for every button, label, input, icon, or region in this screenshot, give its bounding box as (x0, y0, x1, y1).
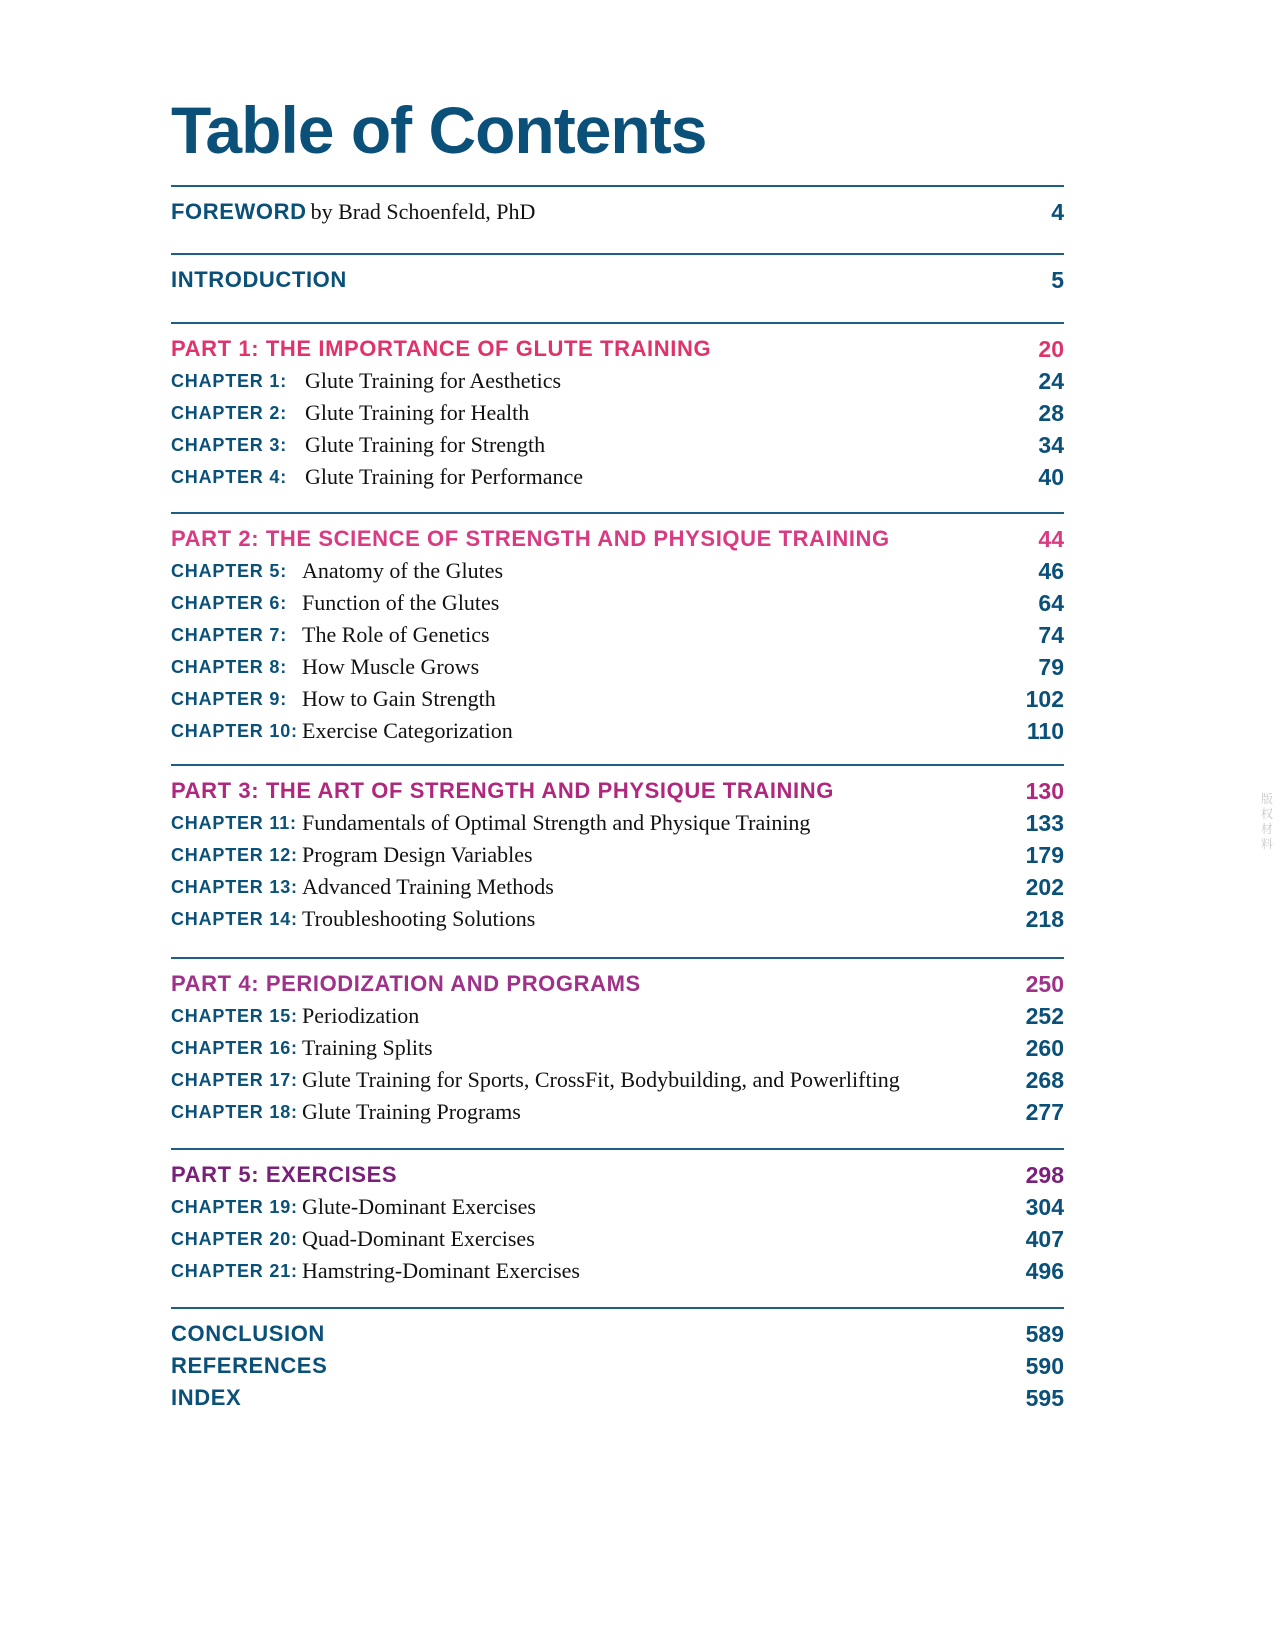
part-5-section (171, 1148, 1064, 1287)
toc-row-chapter[interactable] (171, 651, 1064, 683)
chapter-title: Anatomy of the Glutes (302, 558, 504, 583)
part-2-label: PART 2: THE SCIENCE OF STRENGTH AND PHYSIQUE TRAINING (171, 526, 890, 551)
chapter-title: Training Splits (302, 1035, 433, 1060)
toc-row-chapter[interactable] (171, 397, 1064, 429)
chapter-page: 79 (1038, 654, 1064, 680)
chapter-page: 102 (1025, 686, 1064, 712)
chapter-title: Exercise Categorization (302, 718, 513, 743)
toc-row-chapter[interactable] (171, 555, 1064, 587)
chapter-page: 260 (1025, 1035, 1064, 1061)
toc-row-chapter[interactable] (171, 619, 1064, 651)
chapter-title: Function of the Glutes (302, 590, 500, 615)
toc-row-chapter[interactable] (171, 1096, 1064, 1128)
toc-row-chapter[interactable] (171, 1223, 1064, 1255)
chapter-label: CHAPTER 11: (171, 813, 297, 833)
chapter-title: Program Design Variables (302, 842, 533, 867)
conclusion-page: 589 (1025, 1321, 1064, 1347)
chapter-title: Glute Training for Aesthetics (305, 368, 562, 393)
chapter-label: CHAPTER 6: (171, 593, 288, 613)
foreword-label: FOREWORD (171, 199, 307, 224)
introduction-section (171, 253, 1064, 296)
chapter-page: 496 (1025, 1258, 1064, 1284)
chapter-page: 40 (1038, 464, 1064, 490)
chapter-title: Troubleshooting Solutions (302, 906, 536, 931)
chapter-label: CHAPTER 4: (171, 467, 288, 487)
toc-row-chapter[interactable] (171, 1032, 1064, 1064)
chapter-page: 277 (1025, 1099, 1064, 1125)
part-3-section (171, 764, 1064, 935)
part-5-page: 298 (1025, 1162, 1064, 1188)
toc-row-chapter[interactable] (171, 365, 1064, 397)
chapter-label: CHAPTER 9: (171, 689, 288, 709)
toc-row-references[interactable] (171, 1350, 1064, 1382)
references-page: 590 (1025, 1353, 1064, 1379)
page-title: Table of Contents (171, 93, 707, 167)
chapter-page: 28 (1038, 400, 1064, 426)
conclusion-label: CONCLUSION (171, 1321, 325, 1346)
chapter-title: Fundamentals of Optimal Strength and Physique Training (302, 810, 811, 835)
toc-row-chapter[interactable] (171, 1000, 1064, 1032)
toc-row-conclusion[interactable] (171, 1318, 1064, 1350)
chapter-label: CHAPTER 21: (171, 1261, 298, 1281)
back-matter-section (171, 1307, 1064, 1414)
copyright-watermark: 版权材料 (1260, 792, 1273, 851)
chapter-label: CHAPTER 18: (171, 1102, 298, 1122)
chapter-title: Glute Training for Sports, CrossFit, Bodybuilding, and Powerlifting (302, 1067, 900, 1092)
chapter-title: Glute Training for Strength (305, 432, 546, 457)
chapter-label: CHAPTER 19: (171, 1197, 298, 1217)
chapter-label: CHAPTER 1: (171, 371, 288, 391)
toc-row-part-1[interactable] (171, 333, 1064, 365)
chapter-page: 34 (1038, 432, 1064, 458)
foreword-byline: by Brad Schoenfeld, PhD (310, 199, 536, 224)
chapter-title: Glute Training for Health (305, 400, 530, 425)
toc-row-chapter[interactable] (171, 1064, 1064, 1096)
toc-row-chapter[interactable] (171, 461, 1064, 493)
chapter-title: Periodization (302, 1003, 420, 1028)
chapter-title: Glute Training Programs (302, 1099, 521, 1124)
chapter-title: Glute Training for Performance (305, 464, 583, 489)
chapter-page: 268 (1025, 1067, 1064, 1093)
toc-row-chapter[interactable] (171, 429, 1064, 461)
chapter-page: 179 (1025, 842, 1064, 868)
chapter-title: The Role of Genetics (302, 622, 490, 647)
index-page: 595 (1025, 1385, 1064, 1411)
chapter-page: 202 (1025, 874, 1064, 900)
chapter-page: 407 (1025, 1226, 1064, 1252)
toc-row-chapter[interactable] (171, 903, 1064, 935)
chapter-label: CHAPTER 13: (171, 877, 298, 897)
chapter-title: Advanced Training Methods (302, 874, 554, 899)
toc-row-chapter[interactable] (171, 1191, 1064, 1223)
chapter-label: CHAPTER 12: (171, 845, 298, 865)
chapter-label: CHAPTER 14: (171, 909, 298, 929)
part-1-page: 20 (1038, 336, 1064, 362)
chapter-label: CHAPTER 7: (171, 625, 288, 645)
toc-row-introduction[interactable] (171, 264, 1064, 296)
chapter-title: Quad-Dominant Exercises (302, 1226, 535, 1251)
chapter-page: 110 (1026, 718, 1064, 744)
chapter-label: CHAPTER 8: (171, 657, 288, 677)
toc-row-chapter[interactable] (171, 715, 1064, 747)
toc-row-index[interactable] (171, 1382, 1064, 1414)
foreword-page: 4 (1051, 199, 1064, 225)
chapter-page: 64 (1038, 590, 1064, 616)
chapter-page: 74 (1038, 622, 1064, 648)
part-4-label: PART 4: PERIODIZATION AND PROGRAMS (171, 971, 641, 996)
toc-row-chapter[interactable] (171, 587, 1064, 619)
chapter-label: CHAPTER 3: (171, 435, 288, 455)
chapter-title: Glute-Dominant Exercises (302, 1194, 536, 1219)
chapter-label: CHAPTER 16: (171, 1038, 298, 1058)
toc-row-chapter[interactable] (171, 807, 1064, 839)
part-4-section (171, 957, 1064, 1128)
toc-row-part-3[interactable] (171, 775, 1064, 807)
chapter-page: 218 (1025, 906, 1064, 932)
chapter-title: How to Gain Strength (302, 686, 496, 711)
toc-row-part-5[interactable] (171, 1159, 1064, 1191)
chapter-label: CHAPTER 5: (171, 561, 288, 581)
index-label: INDEX (171, 1385, 242, 1410)
chapter-page: 133 (1025, 810, 1064, 836)
toc-row-part-4[interactable] (171, 968, 1064, 1000)
toc-row-chapter[interactable] (171, 683, 1064, 715)
chapter-page: 46 (1038, 558, 1064, 584)
chapter-page: 304 (1025, 1194, 1064, 1220)
toc-row-chapter[interactable] (171, 1255, 1064, 1287)
part-5-label: PART 5: EXERCISES (171, 1162, 398, 1187)
toc-row-chapter[interactable] (171, 871, 1064, 903)
part-4-page: 250 (1025, 971, 1064, 997)
part-3-page: 130 (1025, 778, 1064, 804)
chapter-page: 24 (1038, 368, 1064, 394)
chapter-label: CHAPTER 20: (171, 1229, 298, 1249)
part-1-label: PART 1: THE IMPORTANCE OF GLUTE TRAINING (171, 336, 712, 361)
part-3-label: PART 3: THE ART OF STRENGTH AND PHYSIQUE TRAINING (171, 778, 834, 803)
chapter-title: Hamstring-Dominant Exercises (302, 1258, 580, 1283)
chapter-label: CHAPTER 10: (171, 721, 298, 741)
foreword-section (171, 185, 1064, 228)
toc-row-foreword[interactable] (171, 196, 1064, 228)
chapter-label: CHAPTER 15: (171, 1006, 298, 1026)
introduction-page: 5 (1051, 267, 1064, 293)
part-1-section (171, 322, 1064, 493)
toc-row-part-2[interactable] (171, 523, 1064, 555)
part-2-page: 44 (1038, 526, 1064, 552)
toc-row-chapter[interactable] (171, 839, 1064, 871)
references-label: REFERENCES (171, 1353, 328, 1378)
chapter-label: CHAPTER 17: (171, 1070, 298, 1090)
chapter-title: How Muscle Grows (302, 654, 480, 679)
part-2-section (171, 512, 1064, 747)
chapter-page: 252 (1025, 1003, 1064, 1029)
introduction-label: INTRODUCTION (171, 267, 347, 292)
chapter-label: CHAPTER 2: (171, 403, 288, 423)
